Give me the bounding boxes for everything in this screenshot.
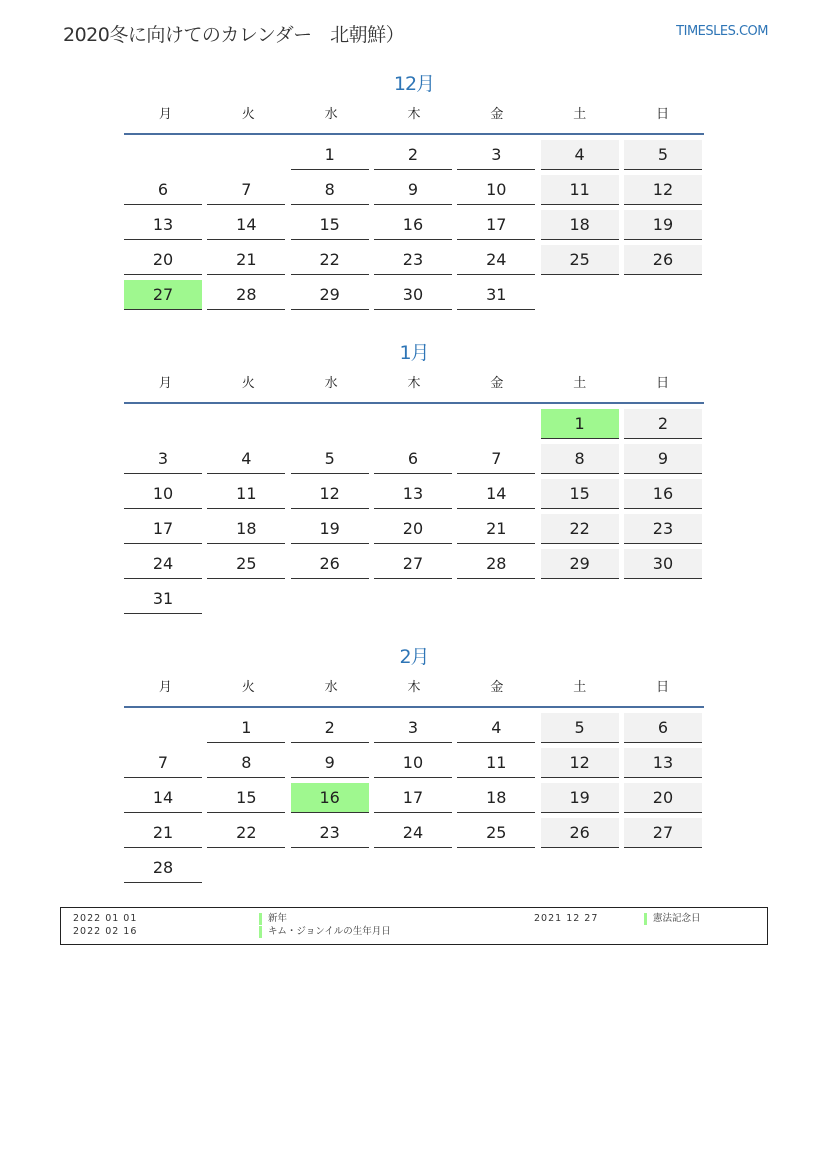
day-cell bbox=[291, 409, 369, 439]
day-cell bbox=[374, 584, 452, 614]
week-row bbox=[124, 783, 704, 813]
weekday-header bbox=[124, 102, 704, 128]
week-row bbox=[124, 713, 704, 743]
day-cell: 5 bbox=[541, 713, 619, 743]
weekday-header bbox=[124, 675, 704, 701]
day-cell: 28 bbox=[457, 549, 535, 579]
day-cell bbox=[207, 409, 285, 439]
day-cell bbox=[291, 853, 369, 883]
day-cell: 15 bbox=[291, 210, 369, 240]
day-cell: 8 bbox=[207, 748, 285, 778]
day-cell: 31 bbox=[457, 280, 535, 310]
month-title: 1月 bbox=[399, 342, 429, 364]
day-cell bbox=[374, 409, 452, 439]
weekday-label: 日 bbox=[656, 680, 670, 695]
day-cell: 21 bbox=[207, 245, 285, 275]
day-cell: 6 bbox=[374, 444, 452, 474]
week-row bbox=[124, 210, 704, 240]
day-cell bbox=[541, 280, 619, 310]
day-cell bbox=[124, 409, 202, 439]
legend-holiday-name: キム・ジョンイルの生年月日 bbox=[259, 926, 391, 938]
day-cell: 12 bbox=[291, 479, 369, 509]
weekday-label: 木 bbox=[407, 680, 421, 695]
week-row bbox=[124, 444, 704, 474]
month-calendar bbox=[124, 70, 704, 310]
day-cell: 15 bbox=[541, 479, 619, 509]
weekday-label: 金 bbox=[490, 376, 504, 391]
day-cell: 1 bbox=[207, 713, 285, 743]
day-cell: 17 bbox=[457, 210, 535, 240]
day-cell: 29 bbox=[541, 549, 619, 579]
day-cell: 25 bbox=[541, 245, 619, 275]
day-cell: 11 bbox=[207, 479, 285, 509]
header-divider bbox=[124, 706, 704, 708]
day-cell: 9 bbox=[291, 748, 369, 778]
day-cell: 25 bbox=[457, 818, 535, 848]
day-cell: 16 bbox=[374, 210, 452, 240]
weekday-label: 月 bbox=[158, 680, 172, 695]
day-cell: 6 bbox=[624, 713, 702, 743]
day-cell: 13 bbox=[374, 479, 452, 509]
day-cell: 11 bbox=[457, 748, 535, 778]
day-cell: 14 bbox=[124, 783, 202, 813]
day-cell: 2 bbox=[624, 409, 702, 439]
week-row bbox=[124, 140, 704, 170]
day-cell: 13 bbox=[624, 748, 702, 778]
day-cell: 4 bbox=[207, 444, 285, 474]
day-cell: 8 bbox=[541, 444, 619, 474]
week-row bbox=[124, 853, 704, 883]
day-cell: 18 bbox=[541, 210, 619, 240]
weekday-label: 水 bbox=[324, 376, 338, 391]
day-cell: 20 bbox=[624, 783, 702, 813]
day-cell: 1 bbox=[291, 140, 369, 170]
day-cell: 5 bbox=[291, 444, 369, 474]
weekday-label: 日 bbox=[656, 376, 670, 391]
day-cell: 27 bbox=[124, 280, 202, 310]
day-cell: 23 bbox=[374, 245, 452, 275]
day-cell: 12 bbox=[541, 748, 619, 778]
day-cell: 7 bbox=[124, 748, 202, 778]
day-cell: 22 bbox=[291, 245, 369, 275]
day-cell: 25 bbox=[207, 549, 285, 579]
week-row bbox=[124, 245, 704, 275]
day-cell: 14 bbox=[207, 210, 285, 240]
day-cell: 24 bbox=[457, 245, 535, 275]
day-cell: 4 bbox=[541, 140, 619, 170]
day-cell: 7 bbox=[457, 444, 535, 474]
week-row bbox=[124, 549, 704, 579]
legend-date: 2022 02 16 bbox=[73, 926, 138, 937]
day-cell: 7 bbox=[207, 175, 285, 205]
day-cell: 8 bbox=[291, 175, 369, 205]
day-cell: 9 bbox=[624, 444, 702, 474]
week-row bbox=[124, 584, 704, 614]
holiday-legend bbox=[60, 907, 768, 945]
legend-holiday-name: 憲法記念日 bbox=[644, 913, 701, 925]
day-cell: 10 bbox=[457, 175, 535, 205]
weekday-label: 火 bbox=[241, 376, 255, 391]
day-cell: 1 bbox=[541, 409, 619, 439]
day-cell: 22 bbox=[541, 514, 619, 544]
day-cell bbox=[124, 140, 202, 170]
day-cell: 11 bbox=[541, 175, 619, 205]
day-cell bbox=[207, 140, 285, 170]
day-cell: 18 bbox=[207, 514, 285, 544]
weekday-label: 火 bbox=[241, 680, 255, 695]
day-cell: 27 bbox=[624, 818, 702, 848]
month-title: 12月 bbox=[393, 73, 435, 95]
day-cell: 19 bbox=[291, 514, 369, 544]
month-calendar bbox=[124, 339, 704, 614]
weekday-label: 金 bbox=[490, 680, 504, 695]
week-row bbox=[124, 280, 704, 310]
legend-date: 2021 12 27 bbox=[534, 913, 599, 924]
day-cell: 28 bbox=[124, 853, 202, 883]
weekday-label: 金 bbox=[490, 107, 504, 122]
day-cell: 26 bbox=[291, 549, 369, 579]
month-title: 2月 bbox=[399, 646, 429, 668]
week-row bbox=[124, 479, 704, 509]
weekday-label: 土 bbox=[573, 376, 587, 391]
weekday-label: 火 bbox=[241, 107, 255, 122]
day-cell: 13 bbox=[124, 210, 202, 240]
day-cell bbox=[624, 280, 702, 310]
day-cell: 20 bbox=[124, 245, 202, 275]
day-cell: 6 bbox=[124, 175, 202, 205]
day-cell: 30 bbox=[374, 280, 452, 310]
day-cell: 28 bbox=[207, 280, 285, 310]
day-cell: 14 bbox=[457, 479, 535, 509]
day-cell: 9 bbox=[374, 175, 452, 205]
legend-holiday-name: 新年 bbox=[259, 913, 287, 925]
month-calendar bbox=[124, 643, 704, 883]
day-cell: 2 bbox=[374, 140, 452, 170]
day-cell: 20 bbox=[374, 514, 452, 544]
week-row bbox=[124, 748, 704, 778]
day-cell: 27 bbox=[374, 549, 452, 579]
day-cell: 3 bbox=[124, 444, 202, 474]
legend-date: 2022 01 01 bbox=[73, 913, 138, 924]
day-cell: 17 bbox=[124, 514, 202, 544]
weekday-label: 土 bbox=[573, 107, 587, 122]
week-row bbox=[124, 409, 704, 439]
weekday-label: 木 bbox=[407, 376, 421, 391]
day-cell: 21 bbox=[124, 818, 202, 848]
day-cell: 2 bbox=[291, 713, 369, 743]
day-cell: 15 bbox=[207, 783, 285, 813]
weekday-label: 木 bbox=[407, 107, 421, 122]
page-title: 2020冬に向けてのカレンダー 北朝鮮） bbox=[63, 24, 405, 46]
day-cell: 10 bbox=[124, 479, 202, 509]
day-cell bbox=[291, 584, 369, 614]
weekday-label: 水 bbox=[324, 107, 338, 122]
day-cell: 3 bbox=[457, 140, 535, 170]
day-cell bbox=[207, 584, 285, 614]
day-cell: 18 bbox=[457, 783, 535, 813]
day-cell: 17 bbox=[374, 783, 452, 813]
day-cell bbox=[541, 584, 619, 614]
day-cell: 31 bbox=[124, 584, 202, 614]
day-cell bbox=[207, 853, 285, 883]
day-cell: 10 bbox=[374, 748, 452, 778]
week-row bbox=[124, 514, 704, 544]
weekday-label: 日 bbox=[656, 107, 670, 122]
day-cell bbox=[541, 853, 619, 883]
day-cell bbox=[457, 584, 535, 614]
day-cell: 23 bbox=[624, 514, 702, 544]
day-cell bbox=[374, 853, 452, 883]
day-cell: 5 bbox=[624, 140, 702, 170]
day-cell: 29 bbox=[291, 280, 369, 310]
day-cell bbox=[624, 584, 702, 614]
week-row bbox=[124, 818, 704, 848]
day-cell: 19 bbox=[541, 783, 619, 813]
day-cell: 21 bbox=[457, 514, 535, 544]
day-cell: 19 bbox=[624, 210, 702, 240]
day-cell: 26 bbox=[624, 245, 702, 275]
weekday-label: 月 bbox=[158, 107, 172, 122]
site-link[interactable]: TIMESLES.COM bbox=[676, 24, 768, 39]
weekday-header bbox=[124, 371, 704, 397]
weekday-label: 月 bbox=[158, 376, 172, 391]
day-cell: 24 bbox=[374, 818, 452, 848]
week-row bbox=[124, 175, 704, 205]
day-cell: 22 bbox=[207, 818, 285, 848]
day-cell bbox=[124, 713, 202, 743]
day-cell: 16 bbox=[291, 783, 369, 813]
day-cell: 16 bbox=[624, 479, 702, 509]
day-cell: 12 bbox=[624, 175, 702, 205]
day-cell: 30 bbox=[624, 549, 702, 579]
day-cell: 4 bbox=[457, 713, 535, 743]
header-divider bbox=[124, 133, 704, 135]
weekday-label: 土 bbox=[573, 680, 587, 695]
weekday-label: 水 bbox=[324, 680, 338, 695]
day-cell: 3 bbox=[374, 713, 452, 743]
day-cell: 24 bbox=[124, 549, 202, 579]
day-cell: 26 bbox=[541, 818, 619, 848]
day-cell bbox=[457, 409, 535, 439]
day-cell: 23 bbox=[291, 818, 369, 848]
day-cell bbox=[457, 853, 535, 883]
header-divider bbox=[124, 402, 704, 404]
day-cell bbox=[624, 853, 702, 883]
